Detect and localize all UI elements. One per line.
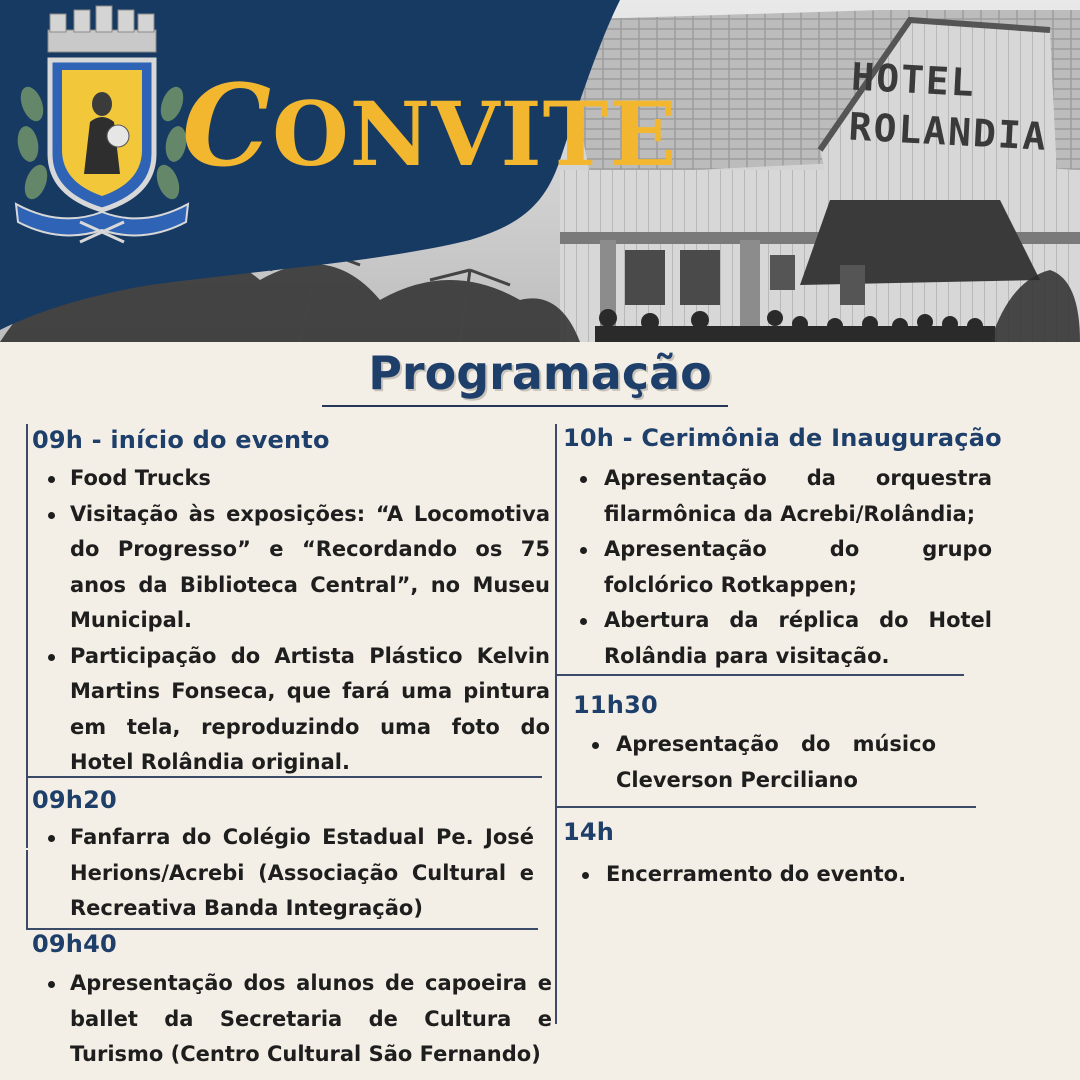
header-banner xyxy=(0,0,1080,342)
hotel-sign-line: ROLANDIA xyxy=(847,104,1049,159)
hotel-sign xyxy=(847,52,1049,161)
time-heading-1000: 10h - Cerimônia de Inauguração xyxy=(563,424,1002,452)
time-heading-0940: 09h40 xyxy=(32,930,117,958)
schedule-item: Apresentação dos alunos de capoeira e ballet da Secretaria de Cultura e Turismo (Centro Cultural São Fernando) xyxy=(28,966,552,1073)
schedule-item: Abertura da réplica do Hotel Rolândia para visitação. xyxy=(556,603,992,674)
schedule-list-1000 xyxy=(556,461,992,674)
schedule-list-0940 xyxy=(28,966,552,1073)
schedule-item: Apresentação do músico Cleverson Perciliano xyxy=(568,727,936,798)
section-divider xyxy=(556,806,976,808)
schedule-item: Visitação às exposições: “A Locomotiva do Progresso” e “Recordando os 75 anos da Biblioteca Central”, no Museu Municipal. xyxy=(28,497,550,639)
schedule-item: Apresentação do grupo folclórico Rotkappen; xyxy=(556,532,992,603)
schedule-item: Food Trucks xyxy=(28,461,550,497)
program-title: Programação xyxy=(368,346,712,400)
invite-title-initial: C xyxy=(182,61,273,192)
schedule-item: Participação do Artista Plástico Kelvin Martins Fonseca, que fará uma pintura em tela, reproduzindo uma foto do Hotel Rolândia original. xyxy=(28,639,550,781)
schedule-list-1400 xyxy=(558,857,978,893)
invite-title xyxy=(182,61,678,192)
time-heading-1130: 11h30 xyxy=(573,691,658,719)
schedule-list-0920 xyxy=(28,820,534,927)
hotel-sign-line: HOTEL xyxy=(850,54,977,106)
time-heading-0900: 09h - início do evento xyxy=(32,426,330,454)
schedule-list-1130 xyxy=(568,727,936,798)
schedule-item: Apresentação da orquestra filarmônica da Acrebi/Rolândia; xyxy=(556,461,992,532)
invite-title-rest: ONVITE xyxy=(272,82,678,186)
time-heading-1400: 14h xyxy=(563,818,615,846)
coat-of-arms-icon xyxy=(10,4,194,244)
time-heading-0920: 09h20 xyxy=(32,786,117,814)
schedule-item: Encerramento do evento. xyxy=(558,857,978,893)
schedule-item: Fanfarra do Colégio Estadual Pe. José Herions/Acrebi (Associação Cultural e Recreativa Banda Integração) xyxy=(28,820,534,927)
schedule-list-0900 xyxy=(28,461,550,781)
section-divider xyxy=(556,674,964,676)
title-underline xyxy=(322,405,728,407)
